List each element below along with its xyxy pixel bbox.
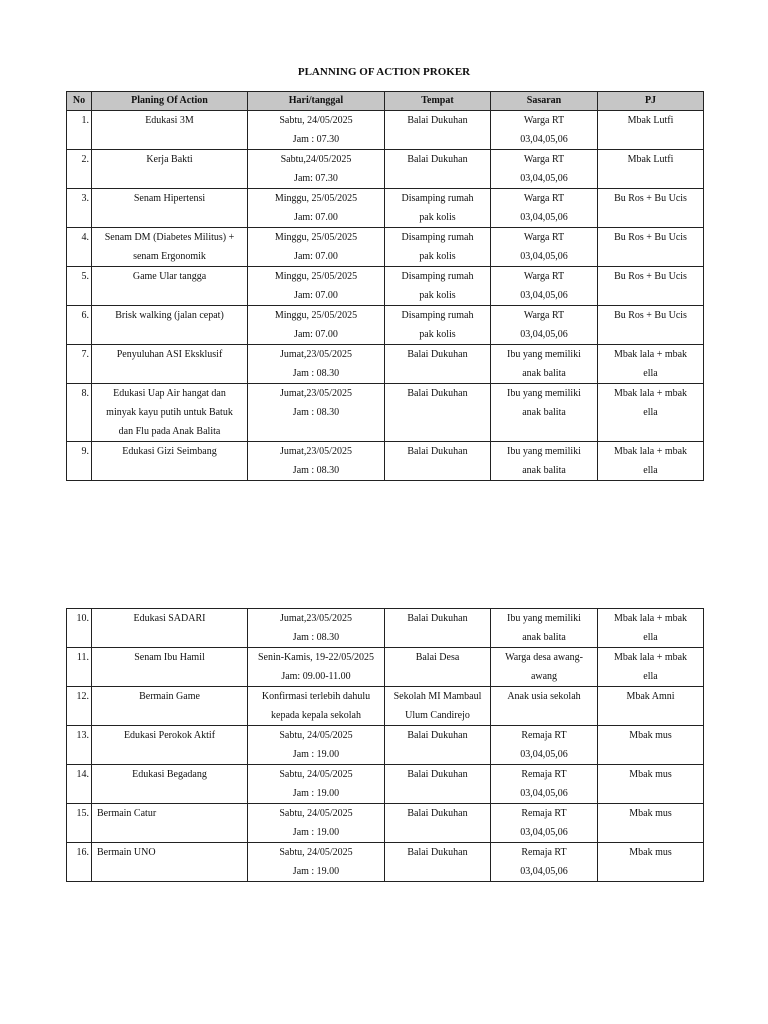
cell-no: 5.	[67, 267, 92, 306]
cell-place-line: Disamping rumah	[401, 271, 474, 282]
cell-date-line: Minggu, 25/05/2025	[274, 310, 358, 321]
cell-date-line: Sabtu, 24/05/2025	[279, 769, 353, 780]
cell-target-line: Warga RT	[523, 193, 565, 204]
cell-pj	[598, 687, 704, 726]
cell-date-line: Jam: 07.00	[294, 212, 338, 223]
cell-action-line: Kerja Bakti	[146, 154, 193, 165]
cell-place-line: pak kolis	[419, 290, 456, 301]
cell-action-line: Edukasi Perokok Aktif	[123, 730, 216, 741]
cell-pj-line: Mbak lala + mbak	[613, 349, 688, 360]
cell-target-line: 03,04,05,06	[520, 212, 568, 223]
table-row	[67, 843, 704, 882]
cell-target	[491, 228, 598, 267]
cell-target	[491, 804, 598, 843]
table-row	[67, 765, 704, 804]
cell-target	[491, 765, 598, 804]
cell-date-line: Jam : 19.00	[292, 866, 340, 877]
cell-target-line: Warga RT	[523, 115, 565, 126]
cell-action-line: Senam Ibu Hamil	[134, 652, 205, 663]
cell-target-line: 03,04,05,06	[520, 827, 568, 838]
cell-place-line: Sekolah MI Mambaul	[393, 691, 482, 702]
cell-pj-line: Mbak mus	[629, 808, 672, 819]
cell-no: 12.	[67, 687, 92, 726]
cell-action	[92, 384, 248, 442]
header-date: Hari/tanggal	[248, 92, 385, 111]
table-row	[67, 228, 704, 267]
cell-target-line: Warga RT	[523, 310, 565, 321]
cell-place-line: Balai Dukuhan	[407, 730, 468, 741]
cell-target-line: Warga RT	[523, 232, 565, 243]
cell-target-line: 03,04,05,06	[520, 251, 568, 262]
cell-place	[385, 843, 491, 882]
cell-place	[385, 726, 491, 765]
cell-target-line: 03,04,05,06	[520, 866, 568, 877]
cell-target-line: 03,04,05,06	[520, 290, 568, 301]
cell-date	[248, 843, 385, 882]
cell-pj-line: Mbak lala + mbak	[613, 613, 688, 624]
table-body-part-2	[67, 609, 704, 882]
cell-target-line: Warga RT	[523, 271, 565, 282]
cell-date-line: Jam : 08.30	[292, 368, 340, 379]
cell-target	[491, 687, 598, 726]
cell-place	[385, 306, 491, 345]
cell-target	[491, 384, 598, 442]
cell-place-line: Balai Dukuhan	[407, 388, 468, 399]
cell-date	[248, 384, 385, 442]
cell-action	[92, 150, 248, 189]
cell-action	[92, 442, 248, 481]
cell-date-line: Jam : 08.30	[292, 407, 340, 418]
cell-date-line: Jumat,23/05/2025	[280, 613, 352, 624]
cell-place	[385, 648, 491, 687]
cell-date	[248, 804, 385, 843]
cell-date-line: Sabtu,24/05/2025	[280, 154, 352, 165]
cell-place-line: Balai Dukuhan	[407, 115, 468, 126]
cell-place	[385, 228, 491, 267]
cell-target	[491, 306, 598, 345]
cell-target	[491, 267, 598, 306]
cell-target-line: Anak usia sekolah	[507, 691, 581, 702]
cell-target-line: Remaja RT	[521, 730, 567, 741]
cell-target-line: Ibu yang memiliki	[507, 388, 581, 399]
cell-place-line: Balai Desa	[415, 652, 460, 663]
cell-pj	[598, 726, 704, 765]
cell-action-line: minyak kayu putih untuk Batuk	[106, 407, 233, 418]
cell-pj-line: ella	[643, 407, 658, 418]
cell-pj-line: Mbak Amni	[626, 691, 675, 702]
cell-action-line: Senam Hipertensi	[133, 193, 206, 204]
cell-place	[385, 384, 491, 442]
cell-pj-line: ella	[643, 465, 658, 476]
planning-table-part-2	[66, 608, 704, 882]
cell-date-line: Minggu, 25/05/2025	[274, 271, 358, 282]
cell-date-line: Jam : 19.00	[292, 827, 340, 838]
cell-place	[385, 345, 491, 384]
cell-place-line: Balai Dukuhan	[407, 154, 468, 165]
cell-target	[491, 609, 598, 648]
cell-target-line: Ibu yang memiliki	[507, 349, 581, 360]
cell-pj-line: Mbak lala + mbak	[613, 446, 688, 457]
header-no: No	[67, 92, 92, 111]
cell-target-line: Ibu yang memiliki	[507, 446, 581, 457]
cell-date-line: Senin-Kamis, 19-22/05/2025	[257, 652, 375, 663]
table-row	[67, 306, 704, 345]
cell-date	[248, 726, 385, 765]
cell-pj-line: Mbak mus	[629, 769, 672, 780]
cell-pj	[598, 306, 704, 345]
cell-action-line: Senam DM (Diabetes Militus) +	[104, 232, 235, 243]
cell-date	[248, 228, 385, 267]
cell-target	[491, 648, 598, 687]
cell-date	[248, 306, 385, 345]
cell-pj-line: Mbak lala + mbak	[613, 388, 688, 399]
cell-target	[491, 726, 598, 765]
cell-date-line: Jam: 07.00	[294, 290, 338, 301]
cell-action-line: Edukasi Begadang	[132, 769, 207, 780]
cell-date-line: Jam : 08.30	[292, 632, 340, 643]
cell-date-line: Jam: 07.30	[294, 173, 338, 184]
cell-action	[92, 189, 248, 228]
cell-action-line: Edukasi SADARI	[133, 613, 206, 624]
cell-place	[385, 150, 491, 189]
cell-pj	[598, 384, 704, 442]
table-row	[67, 687, 704, 726]
cell-place-line: Disamping rumah	[401, 232, 474, 243]
cell-action	[92, 267, 248, 306]
cell-pj	[598, 765, 704, 804]
cell-target-line: Ibu yang memiliki	[507, 613, 581, 624]
cell-no: 9.	[67, 442, 92, 481]
cell-date-line: Jumat,23/05/2025	[280, 446, 352, 457]
cell-date	[248, 150, 385, 189]
cell-target-line: anak balita	[522, 465, 566, 476]
planning-table-part-1	[66, 91, 704, 481]
cell-pj-line: Mbak mus	[629, 730, 672, 741]
cell-date	[248, 267, 385, 306]
cell-pj	[598, 648, 704, 687]
table-row	[67, 804, 704, 843]
cell-place-line: Balai Dukuhan	[407, 349, 468, 360]
cell-date-line: Jam : 07.30	[292, 134, 340, 145]
cell-target	[491, 843, 598, 882]
cell-target-line: Remaja RT	[521, 808, 567, 819]
cell-date-line: Jumat,23/05/2025	[280, 349, 352, 360]
cell-target	[491, 189, 598, 228]
table-row	[67, 111, 704, 150]
cell-action	[92, 648, 248, 687]
cell-place-line: Balai Dukuhan	[407, 446, 468, 457]
cell-date-line: Minggu, 25/05/2025	[274, 232, 358, 243]
cell-target-line: Warga RT	[523, 154, 565, 165]
cell-place	[385, 111, 491, 150]
cell-place-line: Ulum Candirejo	[405, 710, 470, 721]
cell-target-line: 03,04,05,06	[520, 134, 568, 145]
cell-target	[491, 111, 598, 150]
table-row	[67, 442, 704, 481]
cell-target-line: Warga desa awang-	[505, 652, 583, 663]
cell-action	[92, 687, 248, 726]
cell-date	[248, 765, 385, 804]
header-pj: PJ	[598, 92, 704, 111]
table-row	[67, 384, 704, 442]
cell-action	[92, 765, 248, 804]
cell-pj	[598, 150, 704, 189]
cell-no: 1.	[67, 111, 92, 150]
cell-action-line: senam Ergonomik	[133, 251, 206, 262]
cell-date-line: Konfirmasi terlebih dahulu	[261, 691, 371, 702]
cell-target-line: 03,04,05,06	[520, 329, 568, 340]
cell-pj-line: Bu Ros + Bu Ucis	[614, 232, 687, 243]
cell-pj	[598, 111, 704, 150]
table-row	[67, 609, 704, 648]
cell-date-line: Jam: 07.00	[294, 329, 338, 340]
cell-target	[491, 442, 598, 481]
table-row	[67, 345, 704, 384]
table-row	[67, 150, 704, 189]
cell-action	[92, 843, 248, 882]
cell-place-line: Disamping rumah	[401, 193, 474, 204]
cell-pj-line: Bu Ros + Bu Ucis	[614, 310, 687, 321]
cell-date-line: Jam: 07.00	[294, 251, 338, 262]
cell-place	[385, 687, 491, 726]
cell-place-line: pak kolis	[419, 212, 456, 223]
cell-action	[92, 726, 248, 765]
cell-pj-line: Mbak mus	[629, 847, 672, 858]
cell-target-line: anak balita	[522, 632, 566, 643]
cell-date	[248, 648, 385, 687]
cell-pj	[598, 442, 704, 481]
cell-pj-line: ella	[643, 632, 658, 643]
cell-pj-line: Mbak Lutfi	[627, 154, 674, 165]
cell-no: 14.	[67, 765, 92, 804]
cell-date-line: Minggu, 25/05/2025	[274, 193, 358, 204]
cell-no: 16.	[67, 843, 92, 882]
cell-no: 3.	[67, 189, 92, 228]
table-row	[67, 726, 704, 765]
cell-date	[248, 111, 385, 150]
cell-no: 2.	[67, 150, 92, 189]
cell-place	[385, 267, 491, 306]
cell-place	[385, 804, 491, 843]
document-title: PLANNING OF ACTION PROKER	[297, 66, 471, 78]
cell-date-line: Sabtu, 24/05/2025	[279, 115, 353, 126]
cell-pj-line: ella	[643, 671, 658, 682]
cell-action	[92, 609, 248, 648]
cell-pj-line: ella	[643, 368, 658, 379]
cell-target-line: 03,04,05,06	[520, 173, 568, 184]
cell-action-line: Brisk walking (jalan cepat)	[115, 310, 224, 321]
cell-action	[92, 111, 248, 150]
cell-target-line: 03,04,05,06	[520, 788, 568, 799]
cell-target-line: Remaja RT	[521, 847, 567, 858]
cell-pj	[598, 609, 704, 648]
cell-action-line: Edukasi Gizi Seimbang	[122, 446, 217, 457]
cell-pj	[598, 189, 704, 228]
cell-date	[248, 189, 385, 228]
cell-target	[491, 150, 598, 189]
cell-place	[385, 442, 491, 481]
cell-place-line: Disamping rumah	[401, 310, 474, 321]
cell-no: 6.	[67, 306, 92, 345]
cell-date-line: Jam : 19.00	[292, 749, 340, 760]
cell-pj-line: Bu Ros + Bu Ucis	[614, 193, 687, 204]
cell-date	[248, 345, 385, 384]
cell-place	[385, 189, 491, 228]
cell-no: 7.	[67, 345, 92, 384]
cell-no: 15.	[67, 804, 92, 843]
header-action: Planing Of Action	[92, 92, 248, 111]
cell-place-line: Balai Dukuhan	[407, 769, 468, 780]
cell-pj-line: Mbak Lutfi	[627, 115, 674, 126]
cell-pj-line: Mbak lala + mbak	[613, 652, 688, 663]
cell-action-line: Game Ular tangga	[132, 271, 207, 282]
cell-pj	[598, 228, 704, 267]
cell-target-line: anak balita	[522, 368, 566, 379]
cell-place-line: pak kolis	[419, 251, 456, 262]
table-row	[67, 648, 704, 687]
cell-place-line: Balai Dukuhan	[407, 808, 468, 819]
cell-place	[385, 609, 491, 648]
cell-date	[248, 442, 385, 481]
cell-pj	[598, 804, 704, 843]
cell-date	[248, 687, 385, 726]
cell-pj	[598, 345, 704, 384]
cell-action	[92, 228, 248, 267]
cell-date-line: Jam: 09.00-11.00	[281, 671, 351, 682]
cell-no: 11.	[67, 648, 92, 687]
cell-target	[491, 345, 598, 384]
cell-date-line: Jumat,23/05/2025	[280, 388, 352, 399]
cell-no: 4.	[67, 228, 92, 267]
cell-target-line: Remaja RT	[521, 769, 567, 780]
cell-no: 10.	[67, 609, 92, 648]
cell-date-line: Jam : 19.00	[292, 788, 340, 799]
cell-date-line: Jam : 08.30	[292, 465, 340, 476]
cell-place-line: Balai Dukuhan	[407, 847, 468, 858]
cell-target-line: anak balita	[522, 407, 566, 418]
cell-pj-line: Bu Ros + Bu Ucis	[614, 271, 687, 282]
cell-place-line: Balai Dukuhan	[407, 613, 468, 624]
cell-action-line: Bermain Game	[139, 691, 200, 702]
cell-action-line: dan Flu pada Anak Balita	[118, 426, 221, 437]
cell-action-line: Bermain UNO	[97, 847, 156, 858]
table-row	[67, 267, 704, 306]
cell-pj	[598, 843, 704, 882]
table-header-row	[67, 92, 704, 111]
cell-action	[92, 804, 248, 843]
table-body-part-1	[67, 111, 704, 481]
cell-no: 13.	[67, 726, 92, 765]
table-row	[67, 189, 704, 228]
cell-date-line: Sabtu, 24/05/2025	[279, 847, 353, 858]
cell-place	[385, 765, 491, 804]
cell-date-line: Sabtu, 24/05/2025	[279, 730, 353, 741]
cell-date-line: kepada kepala sekolah	[271, 710, 361, 721]
cell-target-line: awang	[530, 671, 558, 682]
cell-action-line: Bermain Catur	[97, 808, 157, 819]
cell-action-line: Penyuluhan ASI Eksklusif	[116, 349, 223, 360]
cell-action-line: Edukasi 3M	[145, 115, 194, 126]
cell-action	[92, 345, 248, 384]
cell-pj	[598, 267, 704, 306]
cell-no: 8.	[67, 384, 92, 442]
cell-action	[92, 306, 248, 345]
cell-place-line: pak kolis	[419, 329, 456, 340]
cell-action-line: Edukasi Uap Air hangat dan	[113, 388, 226, 399]
cell-target-line: 03,04,05,06	[520, 749, 568, 760]
header-target: Sasaran	[491, 92, 598, 111]
cell-date-line: Sabtu, 24/05/2025	[279, 808, 353, 819]
header-place: Tempat	[385, 92, 491, 111]
cell-date	[248, 609, 385, 648]
